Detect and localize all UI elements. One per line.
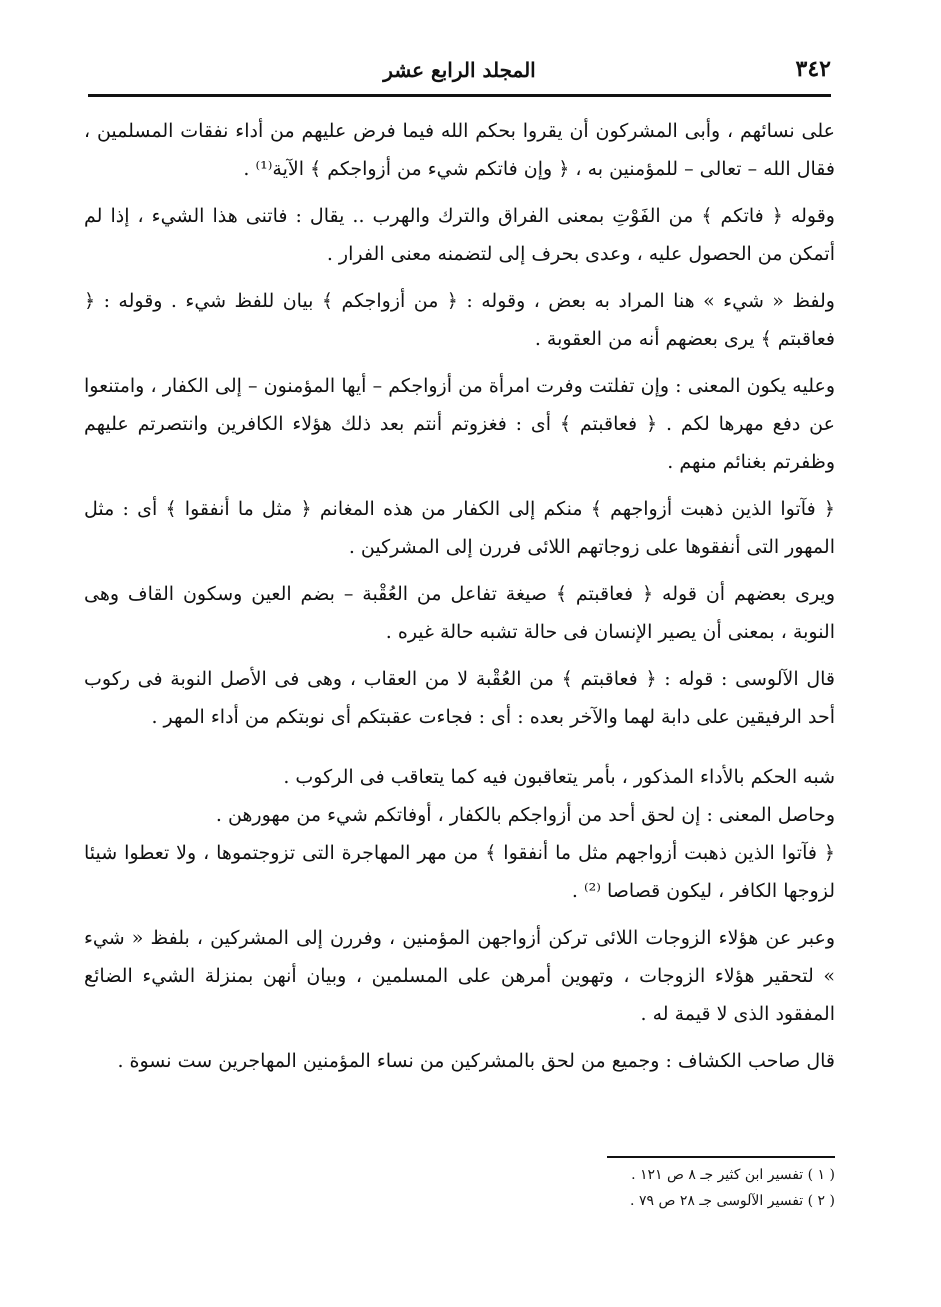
paragraph: ويرى بعضهم أن قوله ﴿ فعاقبتم ﴾ صيغة تفاعل من العُقْبة – بضم العين وسكون القاف وهى النوبة ، بمعنى أن يصير الإنسان فى حالة تشبه حالة غيره .: [84, 583, 835, 643]
paragraph: على نسائهم ، وأبى المشركون أن يقروا بحكم الله فيما فرض عليهم من أداء نفقات المسلمين ، فقال الله – تعالى – للمؤمنين به ، ﴿ وإن فاتكم شيء من أزواجكم ﴾ الآية⁽¹⁾ .: [84, 120, 835, 180]
body-text: [84, 112, 835, 1080]
paragraph: ﴿ فآتوا الذين ذهبت أزواجهم ﴾ منكم إلى الكفار من هذه المغانم ﴿ مثل ما أنفقوا ﴾ أى : مثل المهور التى أنفقوها على زوجاتهم اللائى فررن إلى المشركين .: [84, 498, 835, 558]
paragraph: ولفظ « شيء » هنا المراد به بعض ، وقوله : ﴿ من أزواجكم ﴾ بيان للفظ شيء . وقوله : ﴿ فعاقبتم ﴾ يرى بعضهم أنه من العقوبة .: [84, 290, 835, 350]
volume-title: المجلد الرابع عشر: [383, 58, 536, 82]
footnote: ( ٢ ) تفسير الآلوسى جـ ٢٨ ص ٧٩ .: [630, 1193, 835, 1209]
paragraph: وقوله ﴿ فاتكم ﴾ من الفَوْتِ بمعنى الفراق والترك والهرب .. يقال : فاتنى هذا الشيء ، إذا لم أتمكن من الحصول عليه ، وعدى بحرف إلى لتضمنه معنى الفرار .: [84, 205, 835, 265]
paragraph: ﴿ فآتوا الذين ذهبت أزواجهم مثل ما أنفقوا ﴾ من مهر المهاجرة التى تزوجتموها ، ولا تعطوا شيئا لزوجها الكافر ، ليكون قصاصا ⁽²⁾ .: [84, 842, 835, 902]
page-number: ٣٤٢: [795, 56, 831, 82]
paragraph: وعبر عن هؤلاء الزوجات اللائى تركن أزواجهن المؤمنين ، وفررن إلى المشركين ، بلفظ « شيء » لتحقير هؤلاء الزوجات ، وتهوين أمرهن على المسلمين ، وبيان أنهن بمنزلة الشيء الضائع المفقود الذى لا قيمة له .: [84, 927, 835, 1025]
paragraph: قال صاحب الكشاف : وجميع من لحق بالمشركين من نساء المؤمنين المهاجرين ست نسوة .: [117, 1050, 835, 1072]
paragraph: وحاصل المعنى : إن لحق أحد من أزواجكم بالكفار ، أوفاتكم شيء من مهورهن .: [215, 804, 835, 826]
footnote-rule: [607, 1156, 835, 1158]
paragraph: وعليه يكون المعنى : وإن تفلتت وفرت امرأة من أزواجكم – أيها المؤمنون – إلى الكفار ، وامتنعوا عن دفع مهرها لكم . ﴿ فعاقبتم ﴾ أى : فغزوتم أنتم بعد ذلك هؤلاء الكافرين وانتصرتم عليهم وظفرتم بغنائم منهم .: [84, 375, 835, 473]
footnotes: [435, 1162, 835, 1214]
running-head: [88, 52, 831, 96]
footnote: ( ١ ) تفسير ابن كثير جـ ٨ ص ١٢١ .: [631, 1167, 835, 1183]
paragraph: قال الآلوسى : قوله : ﴿ فعاقبتم ﴾ من العُقْبة لا من العقاب ، وهى فى الأصل النوبة فى ركوب أحد الرفيقين على دابة لهما والآخر بعده : أى : فجاءت عقبتكم أى نوبتكم من أداء المهر .: [84, 668, 835, 728]
paragraph: شبه الحكم بالأداء المذكور ، بأمر يتعاقبون فيه كما يتعاقب فى الركوب .: [283, 766, 835, 788]
header-rule: [88, 94, 831, 97]
